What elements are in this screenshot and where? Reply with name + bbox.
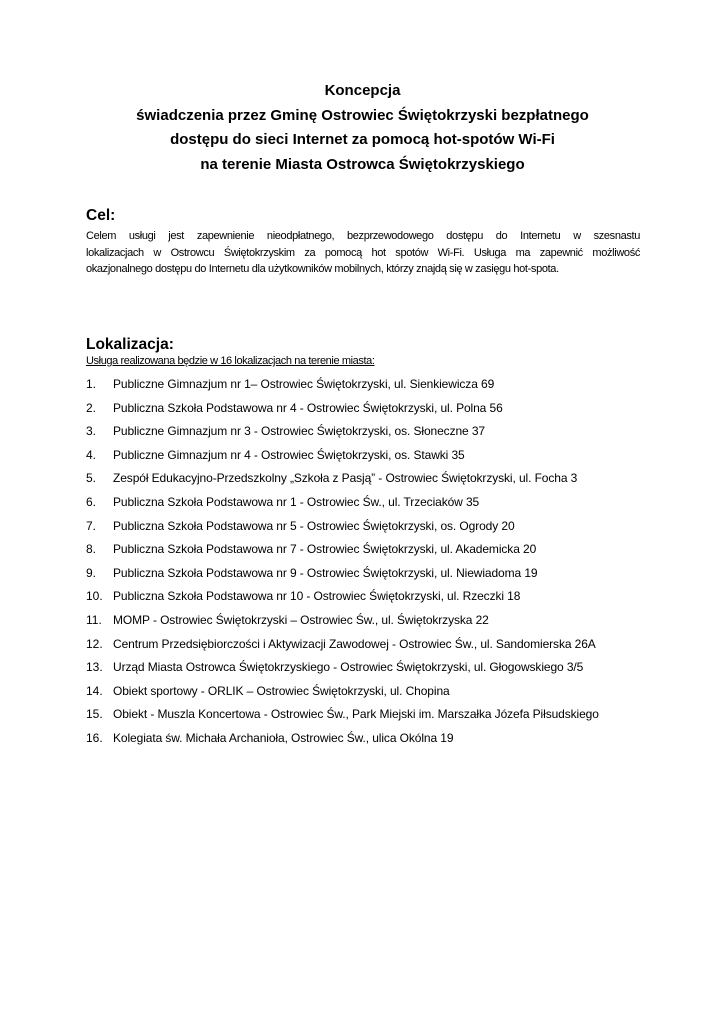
location-item-text: Publiczna Szkoła Podstawowa nr 1 - Ostrowiec Św., ul. Trzeciaków 35 xyxy=(113,494,480,509)
cel-paragraph-line: Celem usługi jest zapewnienie nieodpłatnego, bezprzewodowego dostępu do Internetu w szesnastu xyxy=(86,230,640,242)
location-item-number: 11. xyxy=(86,612,102,627)
location-item xyxy=(86,495,656,519)
location-item-text: Publiczna Szkoła Podstawowa nr 5 - Ostrowiec Świętokrzyski, os. Ogrody 20 xyxy=(113,518,515,533)
location-item-text: Publiczna Szkoła Podstawowa nr 9 - Ostrowiec Świętokrzyski, ul. Niewiadoma 19 xyxy=(113,565,538,580)
title-line: Koncepcja xyxy=(324,82,401,99)
location-list xyxy=(86,377,656,755)
cel-heading: Cel: xyxy=(86,207,116,224)
location-item-text: Obiekt sportowy - ORLIK – Ostrowiec Świętokrzyski, ul. Chopina xyxy=(113,683,450,698)
location-item-number: 5. xyxy=(86,471,97,486)
title-line: świadczenia przez Gminę Ostrowiec Świętokrzyski bezpłatnego xyxy=(136,106,589,124)
location-item-text: Centrum Przedsiębiorczości i Aktywizacji Zawodowej - Ostrowiec Św., ul. Sandomierska 26A xyxy=(113,636,596,651)
location-item-number: 10. xyxy=(86,589,103,604)
location-item-number: 9. xyxy=(86,565,97,580)
location-item-number: 2. xyxy=(86,400,97,415)
location-item-number: 16. xyxy=(86,730,103,745)
location-item-number: 15. xyxy=(86,707,103,722)
location-item-text: Kolegiata św. Michała Archanioła, Ostrowiec Św., ulica Okólna 19 xyxy=(113,730,454,745)
location-item-number: 7. xyxy=(86,518,97,533)
location-item-number: 13. xyxy=(86,660,103,675)
location-item-number: 8. xyxy=(86,542,97,557)
location-item-text: Urząd Miasta Ostrowca Świętokrzyskiego - Ostrowiec Świętokrzyski, ul. Głogowskiego 3/5 xyxy=(113,660,584,675)
location-item xyxy=(86,471,656,495)
location-item-text: Publiczna Szkoła Podstawowa nr 4 - Ostrowiec Świętokrzyski, ul. Polna 56 xyxy=(113,400,503,415)
location-item-text: Publiczna Szkoła Podstawowa nr 7 - Ostrowiec Świętokrzyski, ul. Akademicka 20 xyxy=(113,542,537,557)
lokalizacja-subheading: Usługa realizowana będzie w 16 lokalizacjach na terenie miasta: xyxy=(86,355,375,367)
location-item xyxy=(86,613,656,637)
location-item xyxy=(86,542,656,566)
location-item-number: 1. xyxy=(86,377,97,391)
location-item xyxy=(86,731,656,755)
title-line: na terenie Miasta Ostrowca Świętokrzyskiego xyxy=(200,155,525,173)
location-item-number: 6. xyxy=(86,494,97,509)
location-item xyxy=(86,637,656,661)
cel-paragraph-line: okazjonalnego dostępu do Internetu dla użytkowników mobilnych, którzy znajdą się w zasięgu hot-spota. xyxy=(86,263,559,275)
location-item xyxy=(86,684,656,708)
location-item-number: 3. xyxy=(86,424,97,439)
location-item-text: Publiczne Gimnazjum nr 4 - Ostrowiec Świętokrzyski, os. Stawki 35 xyxy=(113,447,465,462)
cel-paragraph xyxy=(86,228,640,278)
location-item xyxy=(86,589,656,613)
location-item-text: Zespół Edukacyjno-Przedszkolny „Szkoła z Pasją” - Ostrowiec Świętokrzyski, ul. Focha 3 xyxy=(113,471,578,486)
location-item xyxy=(86,566,656,590)
location-item-text: Publiczna Szkoła Podstawowa nr 10 - Ostrowiec Świętokrzyski, ul. Rzeczki 18 xyxy=(113,589,521,604)
location-item xyxy=(86,448,656,472)
location-item xyxy=(86,707,656,731)
location-item xyxy=(86,377,656,401)
document-title xyxy=(60,79,665,177)
location-item-number: 12. xyxy=(86,636,103,651)
lokalizacja-heading: Lokalizacja: xyxy=(86,336,174,353)
location-item-text: Publiczne Gimnazjum nr 1– Ostrowiec Świętokrzyski, ul. Sienkiewicza 69 xyxy=(113,377,495,391)
cel-paragraph-line: lokalizacjach w Ostrowcu Świętokrzyskim za pomocą hot spotów Wi-Fi. Usługa ma zapewnić możliwość xyxy=(86,246,640,259)
location-item xyxy=(86,424,656,448)
location-item-text: Publiczne Gimnazjum nr 3 - Ostrowiec Świętokrzyski, os. Słoneczne 37 xyxy=(113,424,486,439)
location-item-number: 4. xyxy=(86,447,97,462)
title-line: dostępu do sieci Internet za pomocą hot-spotów Wi-Fi xyxy=(170,131,555,148)
location-item xyxy=(86,660,656,684)
location-item-text: MOMP - Ostrowiec Świętokrzyski – Ostrowiec Św., ul. Świętokrzyska 22 xyxy=(113,612,489,627)
location-item xyxy=(86,519,656,543)
location-item xyxy=(86,401,656,425)
location-item-number: 14. xyxy=(86,683,103,698)
location-item-text: Obiekt - Muszla Koncertowa - Ostrowiec Św., Park Miejski im. Marszałka Józefa Piłsudskiego xyxy=(113,707,599,722)
